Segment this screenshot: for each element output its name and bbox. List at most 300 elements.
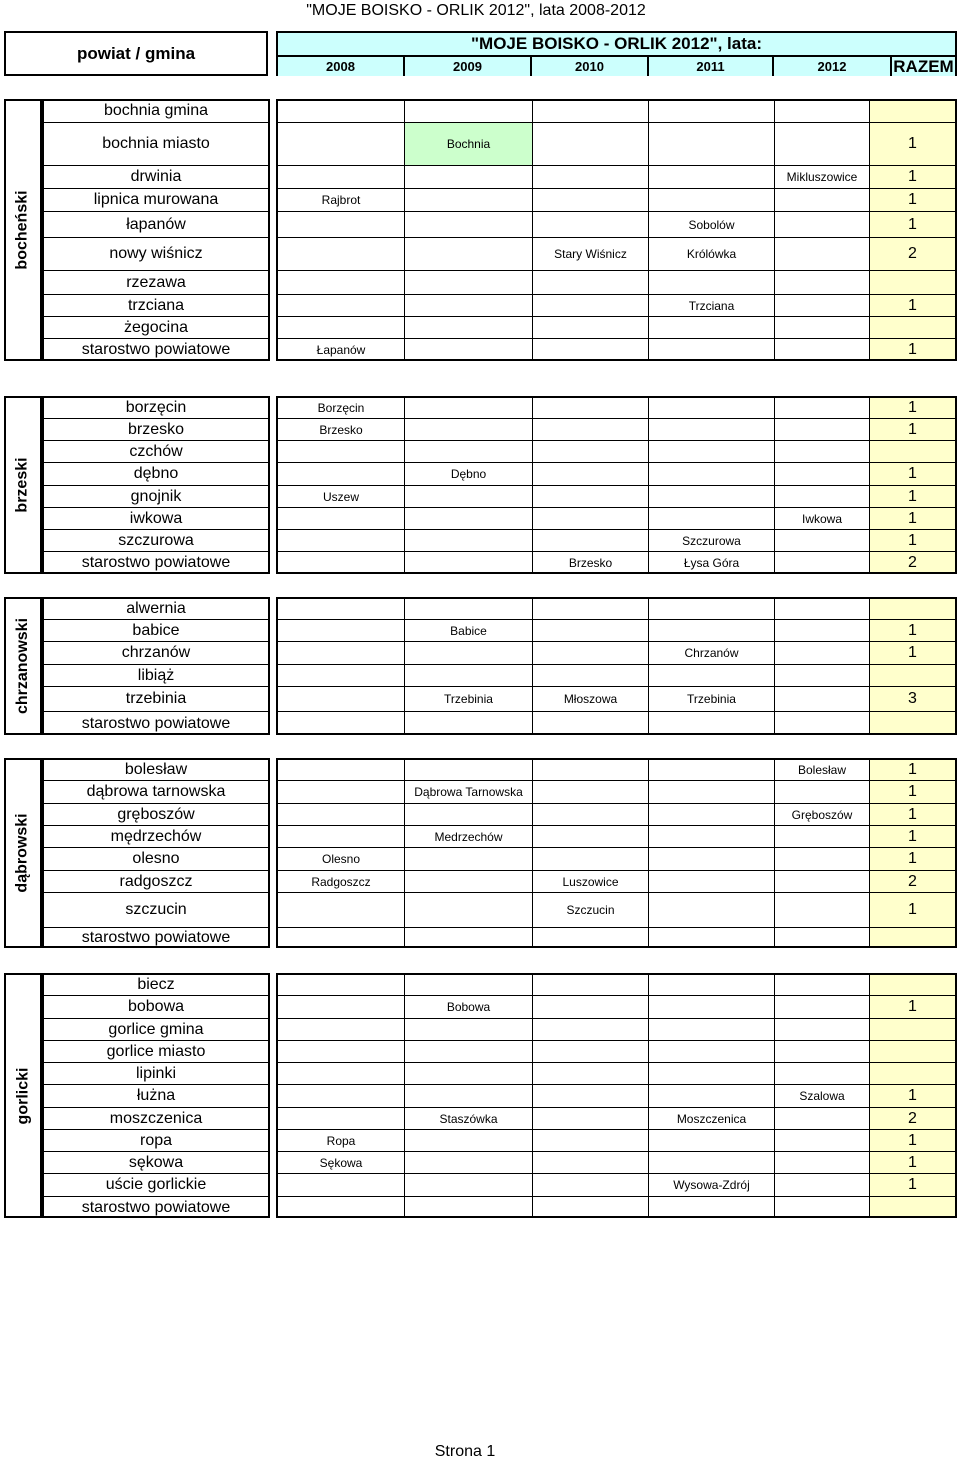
municipality-name: starostwo powiatowe — [42, 927, 270, 948]
year-cell-2008: Brzesko — [277, 418, 404, 440]
year-cell-2009 — [404, 664, 532, 686]
year-cell-2012 — [774, 711, 869, 735]
table-row — [0, 927, 960, 948]
table-row — [0, 188, 960, 211]
year-cell-2010 — [532, 847, 648, 870]
year-cell-2009 — [404, 870, 532, 892]
table-row — [0, 803, 960, 825]
county-name: brzeski — [14, 457, 32, 513]
year-cell-2011 — [648, 664, 774, 686]
municipality-name: żegocina — [42, 316, 270, 338]
county-section — [0, 758, 960, 948]
year-cell-2010 — [532, 825, 648, 847]
table-row — [0, 1084, 960, 1107]
total-cell: 1 — [869, 211, 957, 237]
year-cell-2009 — [404, 641, 532, 664]
year-cell-2008 — [277, 597, 404, 619]
year-cell-2012 — [774, 485, 869, 507]
total-cell: 3 — [869, 686, 957, 711]
total-cell — [869, 440, 957, 462]
year-cell-2009 — [404, 1084, 532, 1107]
year-cell-2012 — [774, 892, 869, 927]
total-cell: 1 — [869, 396, 957, 418]
year-cell-2009 — [404, 338, 532, 361]
year-cell-2008 — [277, 440, 404, 462]
year-cell-2010 — [532, 803, 648, 825]
page-footer: Strona 1 — [434, 1443, 496, 1460]
header-years-block — [276, 31, 957, 76]
year-cell-2012 — [774, 211, 869, 237]
year-cell-2009 — [404, 758, 532, 780]
year-cell-2010 — [532, 165, 648, 188]
year-cell-2011: Szczurowa — [648, 529, 774, 551]
total-cell: 1 — [869, 418, 957, 440]
county-name: bocheński — [14, 190, 32, 270]
year-cell-2008 — [277, 686, 404, 711]
municipality-name: chrzanów — [42, 641, 270, 664]
year-cell-2009 — [404, 711, 532, 735]
year-cell-2011: Królówka — [648, 237, 774, 270]
municipality-name: czchów — [42, 440, 270, 462]
municipality-name: brzesko — [42, 418, 270, 440]
year-cell-2011: Sobolów — [648, 211, 774, 237]
year-cell-2008 — [277, 664, 404, 686]
year-cell-2012: Mikluszowice — [774, 165, 869, 188]
year-cell-2008: Łapanów — [277, 338, 404, 361]
year-cell-2011 — [648, 396, 774, 418]
year-cell-2011 — [648, 188, 774, 211]
table-row — [0, 316, 960, 338]
year-cell-2012 — [774, 440, 869, 462]
header-program-title: "MOJE BOISKO - ORLIK 2012", lata: — [278, 33, 955, 57]
table-row — [0, 973, 960, 995]
year-cell-2009 — [404, 507, 532, 529]
total-cell — [869, 1062, 957, 1084]
year-cell-2010 — [532, 1084, 648, 1107]
year-cell-2008 — [277, 1018, 404, 1040]
year-cell-2011 — [648, 485, 774, 507]
year-cell-2009: Staszówka — [404, 1107, 532, 1129]
year-cell-2008 — [277, 619, 404, 641]
table-row — [0, 462, 960, 485]
municipality-name: rzezawa — [42, 270, 270, 294]
municipality-name: łużna — [42, 1084, 270, 1107]
table-row — [0, 1040, 960, 1062]
table-row — [0, 995, 960, 1018]
header-total: RAZEM — [893, 57, 954, 76]
year-cell-2011 — [648, 165, 774, 188]
year-cell-2012 — [774, 294, 869, 316]
year-cell-2010: Młoszowa — [532, 686, 648, 711]
year-cell-2012 — [774, 122, 869, 165]
header-year-2008: 2008 — [278, 57, 405, 76]
year-cell-2009: Dębno — [404, 462, 532, 485]
year-cell-2010 — [532, 529, 648, 551]
year-cell-2010: Stary Wiśnicz — [532, 237, 648, 270]
year-cell-2012 — [774, 1173, 869, 1196]
year-cell-2009 — [404, 485, 532, 507]
year-cell-2011 — [648, 803, 774, 825]
year-cell-2010 — [532, 1196, 648, 1218]
year-cell-2010 — [532, 641, 648, 664]
total-cell — [869, 1040, 957, 1062]
municipality-name: dębno — [42, 462, 270, 485]
year-cell-2009 — [404, 1062, 532, 1084]
year-cell-2012 — [774, 1107, 869, 1129]
year-cell-2011 — [648, 316, 774, 338]
table-row — [0, 1062, 960, 1084]
year-cell-2012 — [774, 780, 869, 803]
year-cell-2010 — [532, 711, 648, 735]
year-cell-2012 — [774, 641, 869, 664]
year-cell-2011: Trzciana — [648, 294, 774, 316]
year-cell-2011 — [648, 462, 774, 485]
year-cell-2012 — [774, 1196, 869, 1218]
year-cell-2012 — [774, 870, 869, 892]
year-cell-2011 — [648, 619, 774, 641]
county-section — [0, 973, 960, 1218]
table-row — [0, 825, 960, 847]
table-row — [0, 211, 960, 237]
year-cell-2010 — [532, 1018, 648, 1040]
year-cell-2011: Łysa Góra — [648, 551, 774, 574]
year-cell-2009 — [404, 1173, 532, 1196]
year-cell-2012 — [774, 316, 869, 338]
year-cell-2012 — [774, 396, 869, 418]
year-cell-2009: Dąbrowa Tarnowska — [404, 780, 532, 803]
total-cell: 1 — [869, 1173, 957, 1196]
total-cell: 1 — [869, 485, 957, 507]
year-cell-2011 — [648, 597, 774, 619]
year-cell-2011: Trzebinia — [648, 686, 774, 711]
total-cell: 1 — [869, 462, 957, 485]
year-cell-2011 — [648, 847, 774, 870]
table-row — [0, 892, 960, 927]
table-row — [0, 485, 960, 507]
table-row — [0, 597, 960, 619]
table-row — [0, 870, 960, 892]
table-row — [0, 619, 960, 641]
year-cell-2012 — [774, 597, 869, 619]
table-row — [0, 758, 960, 780]
table-row — [0, 237, 960, 270]
year-cell-2008: Ropa — [277, 1129, 404, 1151]
year-cell-2009 — [404, 597, 532, 619]
year-cell-2008 — [277, 927, 404, 948]
municipality-name: gorlice gmina — [42, 1018, 270, 1040]
year-cell-2009 — [404, 418, 532, 440]
municipality-name: lipinki — [42, 1062, 270, 1084]
table-row — [0, 641, 960, 664]
year-cell-2011 — [648, 338, 774, 361]
year-cell-2010 — [532, 507, 648, 529]
year-cell-2010 — [532, 188, 648, 211]
year-cell-2009 — [404, 529, 532, 551]
year-cell-2009 — [404, 188, 532, 211]
table-row — [0, 1129, 960, 1151]
year-cell-2008 — [277, 316, 404, 338]
table-row — [0, 440, 960, 462]
total-cell: 1 — [869, 165, 957, 188]
total-cell: 1 — [869, 892, 957, 927]
year-cell-2011 — [648, 758, 774, 780]
year-cell-2009 — [404, 973, 532, 995]
year-cell-2011 — [648, 892, 774, 927]
year-cell-2008 — [277, 780, 404, 803]
year-cell-2009 — [404, 396, 532, 418]
year-cell-2008: Sękowa — [277, 1151, 404, 1173]
year-cell-2008 — [277, 529, 404, 551]
year-cell-2009 — [404, 847, 532, 870]
municipality-name: iwkowa — [42, 507, 270, 529]
total-cell: 1 — [869, 507, 957, 529]
table-row — [0, 1107, 960, 1129]
year-cell-2009 — [404, 1151, 532, 1173]
year-cell-2008 — [277, 270, 404, 294]
year-cell-2011 — [648, 1151, 774, 1173]
table-row — [0, 686, 960, 711]
header-year-2011: 2011 — [649, 57, 774, 76]
municipality-name: borzęcin — [42, 396, 270, 418]
year-cell-2010 — [532, 294, 648, 316]
municipality-name: biecz — [42, 973, 270, 995]
year-cell-2012 — [774, 847, 869, 870]
total-cell — [869, 1018, 957, 1040]
year-cell-2009: Babice — [404, 619, 532, 641]
year-cell-2011 — [648, 1084, 774, 1107]
year-cell-2011 — [648, 99, 774, 122]
total-cell: 1 — [869, 122, 957, 165]
year-cell-2008 — [277, 758, 404, 780]
municipality-name: dąbrowa tarnowska — [42, 780, 270, 803]
year-cell-2010 — [532, 1173, 648, 1196]
table-row — [0, 122, 960, 165]
year-cell-2008 — [277, 1173, 404, 1196]
year-cell-2010 — [532, 396, 648, 418]
year-cell-2011 — [648, 1062, 774, 1084]
total-cell: 1 — [869, 758, 957, 780]
year-cell-2011: Wysowa-Zdrój — [648, 1173, 774, 1196]
total-cell — [869, 973, 957, 995]
year-cell-2008 — [277, 711, 404, 735]
total-cell: 1 — [869, 619, 957, 641]
table-row — [0, 99, 960, 122]
total-cell: 1 — [869, 1151, 957, 1173]
table-row — [0, 396, 960, 418]
year-cell-2011 — [648, 973, 774, 995]
year-cell-2012: Gręboszów — [774, 803, 869, 825]
county-name: dąbrowski — [14, 813, 32, 893]
year-cell-2008 — [277, 803, 404, 825]
year-cell-2012 — [774, 619, 869, 641]
year-cell-2009 — [404, 270, 532, 294]
header-year-2009: 2009 — [405, 57, 532, 76]
table-row — [0, 847, 960, 870]
table-row — [0, 418, 960, 440]
year-cell-2012 — [774, 1129, 869, 1151]
municipality-name: starostwo powiatowe — [42, 711, 270, 735]
year-cell-2011 — [648, 440, 774, 462]
municipality-name: bochnia gmina — [42, 99, 270, 122]
total-cell: 1 — [869, 1129, 957, 1151]
year-cell-2009 — [404, 294, 532, 316]
total-cell: 1 — [869, 338, 957, 361]
year-cell-2008: Borzęcin — [277, 396, 404, 418]
year-cell-2008: Radgoszcz — [277, 870, 404, 892]
municipality-name: lipnica murowana — [42, 188, 270, 211]
year-cell-2011 — [648, 1040, 774, 1062]
municipality-name: mędrzechów — [42, 825, 270, 847]
year-cell-2009 — [404, 237, 532, 270]
year-cell-2009 — [404, 165, 532, 188]
table-row — [0, 664, 960, 686]
page-title: "MOJE BOISKO - ORLIK 2012", lata 2008-2012 — [306, 2, 646, 19]
municipality-name: łapanów — [42, 211, 270, 237]
year-cell-2012 — [774, 995, 869, 1018]
year-cell-2012 — [774, 237, 869, 270]
total-cell — [869, 99, 957, 122]
year-cell-2009 — [404, 99, 532, 122]
total-cell: 1 — [869, 803, 957, 825]
year-cell-2008 — [277, 1196, 404, 1218]
table-row — [0, 529, 960, 551]
year-cell-2012: Szalowa — [774, 1084, 869, 1107]
year-cell-2012 — [774, 686, 869, 711]
year-cell-2011 — [648, 870, 774, 892]
year-cell-2009: Bobowa — [404, 995, 532, 1018]
year-cell-2011 — [648, 270, 774, 294]
year-cell-2008 — [277, 1107, 404, 1129]
year-cell-2011 — [648, 780, 774, 803]
year-cell-2012 — [774, 825, 869, 847]
year-cell-2009 — [404, 892, 532, 927]
total-cell — [869, 664, 957, 686]
header-year-2012: 2012 — [774, 57, 892, 76]
year-cell-2008 — [277, 1040, 404, 1062]
year-cell-2010 — [532, 1129, 648, 1151]
year-cell-2010: Szczucin — [532, 892, 648, 927]
year-cell-2010 — [532, 619, 648, 641]
year-cell-2008 — [277, 1084, 404, 1107]
municipality-name: bobowa — [42, 995, 270, 1018]
total-cell: 2 — [869, 237, 957, 270]
year-cell-2011 — [648, 995, 774, 1018]
year-cell-2011 — [648, 1129, 774, 1151]
header-year-2010: 2010 — [532, 57, 649, 76]
total-cell: 1 — [869, 780, 957, 803]
year-cell-2009 — [404, 1129, 532, 1151]
year-cell-2009: Medrzechów — [404, 825, 532, 847]
year-cell-2012 — [774, 664, 869, 686]
total-cell: 1 — [869, 825, 957, 847]
year-cell-2010 — [532, 122, 648, 165]
year-cell-2011 — [648, 1018, 774, 1040]
year-cell-2011 — [648, 418, 774, 440]
county-section — [0, 99, 960, 361]
table-row — [0, 270, 960, 294]
year-cell-2010: Brzesko — [532, 551, 648, 574]
year-cell-2012 — [774, 973, 869, 995]
municipality-name: bolesław — [42, 758, 270, 780]
year-cell-2010: Luszowice — [532, 870, 648, 892]
year-cell-2010 — [532, 995, 648, 1018]
header-years-row — [278, 57, 955, 76]
year-cell-2010 — [532, 440, 648, 462]
municipality-name: gorlice miasto — [42, 1040, 270, 1062]
year-cell-2010 — [532, 1107, 648, 1129]
year-cell-2008 — [277, 892, 404, 927]
table-row — [0, 711, 960, 735]
total-cell: 1 — [869, 529, 957, 551]
total-cell: 2 — [869, 551, 957, 574]
year-cell-2009 — [404, 1040, 532, 1062]
year-cell-2011 — [648, 711, 774, 735]
year-cell-2009 — [404, 440, 532, 462]
year-cell-2010 — [532, 1062, 648, 1084]
municipality-name: szczucin — [42, 892, 270, 927]
year-cell-2010 — [532, 664, 648, 686]
year-cell-2008 — [277, 973, 404, 995]
year-cell-2010 — [532, 270, 648, 294]
total-cell — [869, 927, 957, 948]
year-cell-2010 — [532, 927, 648, 948]
year-cell-2012 — [774, 188, 869, 211]
year-cell-2012 — [774, 1062, 869, 1084]
total-cell — [869, 316, 957, 338]
year-cell-2010 — [532, 1040, 648, 1062]
municipality-name: radgoszcz — [42, 870, 270, 892]
year-cell-2012 — [774, 99, 869, 122]
year-cell-2012 — [774, 1040, 869, 1062]
year-cell-2011 — [648, 1196, 774, 1218]
year-cell-2009 — [404, 927, 532, 948]
municipality-name: starostwo powiatowe — [42, 338, 270, 361]
year-cell-2009 — [404, 803, 532, 825]
year-cell-2011 — [648, 507, 774, 529]
municipality-name: moszczenica — [42, 1107, 270, 1129]
year-cell-2008 — [277, 237, 404, 270]
total-cell: 2 — [869, 870, 957, 892]
year-cell-2008 — [277, 122, 404, 165]
municipality-name: drwinia — [42, 165, 270, 188]
municipality-name: alwernia — [42, 597, 270, 619]
year-cell-2012: Iwkowa — [774, 507, 869, 529]
year-cell-2012 — [774, 551, 869, 574]
year-cell-2010 — [532, 338, 648, 361]
municipality-name: gnojnik — [42, 485, 270, 507]
total-cell: 2 — [869, 1107, 957, 1129]
county-name: gorlicki — [14, 1067, 31, 1124]
year-cell-2010 — [532, 597, 648, 619]
year-cell-2012 — [774, 927, 869, 948]
municipality-name: ropa — [42, 1129, 270, 1151]
total-cell — [869, 1196, 957, 1218]
year-cell-2008 — [277, 641, 404, 664]
municipality-name: szczurowa — [42, 529, 270, 551]
municipality-name: starostwo powiatowe — [42, 1196, 270, 1218]
year-cell-2009 — [404, 1196, 532, 1218]
year-cell-2012 — [774, 1018, 869, 1040]
municipality-name: starostwo powiatowe — [42, 551, 270, 574]
table-row — [0, 1196, 960, 1218]
year-cell-2009 — [404, 316, 532, 338]
total-cell: 1 — [869, 294, 957, 316]
year-cell-2008 — [277, 165, 404, 188]
year-cell-2012 — [774, 529, 869, 551]
year-cell-2009: Trzebinia — [404, 686, 532, 711]
year-cell-2008 — [277, 294, 404, 316]
year-cell-2012 — [774, 462, 869, 485]
